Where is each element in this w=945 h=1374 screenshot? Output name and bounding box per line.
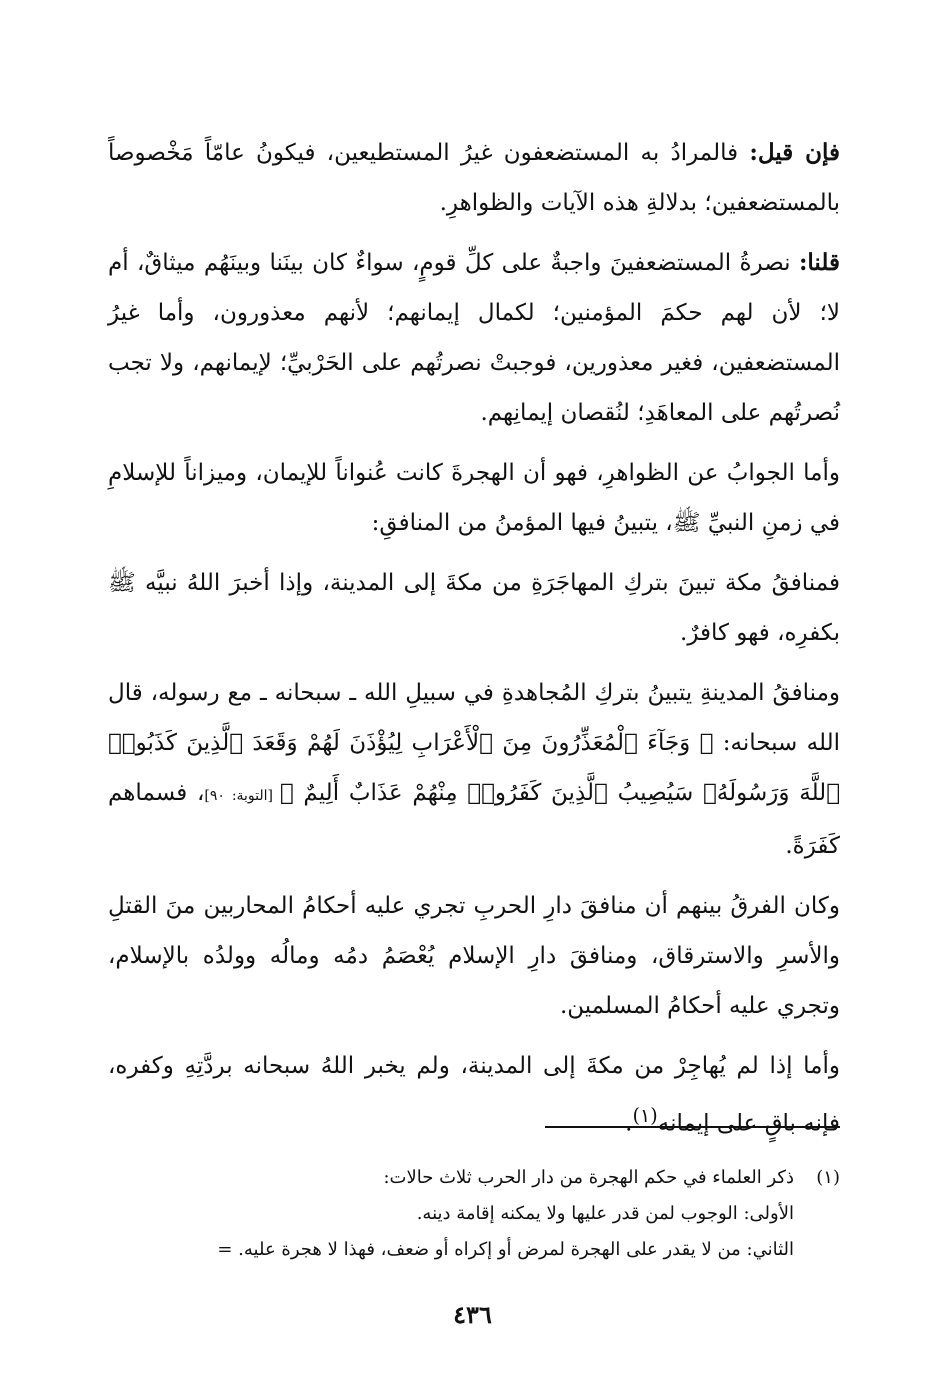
footnote-number: (١): [816, 1167, 840, 1188]
paragraph-2: [108, 238, 840, 438]
paragraph-text: نصرةُ المستضعفينَ واجبةٌ على كلِّ قومٍ، سواءٌ كان بينَنا وبينَهُم ميثاقٌ، أم لا؛ لأن لهم حكمَ المؤمنين؛ لكمال إيمانهم؛ لأنهم معذورون، وأما غيرُ المستضعفين، فغير معذورين، فوجبتْ نصرتُهم على الحَرْبيِّ؛ لإيمانهم، ولا تجب نُصرتُهم على المعاهَدِ؛ لنُقصان إيمانِهم.: [108, 250, 840, 426]
paragraph-text-after: ، فسماهم كَفَرَةً.: [108, 780, 840, 859]
paragraph-lead: فإن قيل:: [749, 139, 840, 166]
paragraph-3: [108, 448, 840, 548]
footnote-text: الثاني: من لا يقدر على الهجرة لمرض أو إكراه أو ضعف، فهذا لا هجرة عليه. =: [217, 1239, 794, 1260]
footnote-line: [108, 1232, 840, 1268]
footnote-text: ذكر العلماء في حكم الهجرة من دار الحرب ثلاث حالات:: [383, 1167, 794, 1188]
footnote-marker: (١): [632, 1104, 658, 1127]
paragraph-text: فالمرادُ به المستضعفون غيرُ المستطيعين، فيكونُ عامّاً مَخْصوصاً بالمستضعفين؛ بدلالةِ هذه الآيات والظواهرِ.: [108, 140, 840, 216]
paragraph-text-after: .: [625, 1110, 633, 1137]
footnote-text: الأولى: الوجوب لمن قدر عليها ولا يمكنه إقامة دينه.: [416, 1203, 794, 1224]
quran-verse: ﴿ وَجَآءَ ٱلْمُعَذِّرُونَ مِنَ ٱلْأَعْرَابِ لِيُؤْذَنَ لَهُمْ وَقَعَدَ ٱلَّذِينَ كَذَبُوا۟ ٱللَّهَ وَرَسُولَهُۥ سَيُصِيبُ ٱلَّذِينَ كَفَرُوا۟ مِنْهُمْ عَذَابٌ أَلِيمٌ ﴾: [108, 730, 840, 806]
page-number: ٤٣٦: [453, 1300, 492, 1329]
paragraph-5: [108, 668, 840, 871]
paragraph-text: وكان الفرقُ بينهم أن منافقَ دارِ الحربِ تجري عليه أحكامُ المحاربين منَ القتلِ والأسرِ والاسترقاق، ومنافقَ دارِ الإسلام يُعْصَمُ دمُه ومالُه وولدُه بالإسلام، وتجري عليه أحكامُ المسلمين.: [108, 893, 840, 1019]
paragraph-4: [108, 558, 840, 658]
footnote-divider: [545, 1126, 840, 1128]
footnote-line: [108, 1160, 840, 1196]
footnote-line: [108, 1196, 840, 1232]
paragraph-text: وأما الجوابُ عن الظواهرِ، فهو أن الهجرةَ كانت عُنواناً للإيمان، وميزاناً للإسلامِ في زمنِ النبيِّ ﷺ، يتبينُ فيها المؤمنُ من المنافقِ:: [108, 460, 840, 536]
paragraph-7: [108, 1041, 840, 1149]
verse-reference: [التوبة: ٩٠]: [204, 788, 280, 804]
paragraph-1: [108, 128, 840, 228]
paragraph-6: [108, 881, 840, 1031]
main-text: [108, 128, 840, 1159]
paragraph-text: وأما إذا لم يُهاجِرْ من مكةَ إلى المدينة، ولم يخبر اللهُ سبحانه بردَّتِهِ وكفره، فإنه باقٍ على إيمانه: [108, 1053, 840, 1137]
footnotes: [108, 1160, 840, 1268]
paragraph-lead: قلنا:: [798, 249, 840, 276]
paragraph-text: ومنافقُ المدينةِ يتبينُ بتركِ المُجاهدةِ في سبيلِ الله ـ سبحانه ـ مع رسوله، قال الله سبحانه:: [108, 680, 841, 756]
paragraph-text: فمنافقُ مكة تبينَ بتركِ المهاجَرَةِ من مكةَ إلى المدينة، وإذا أخبرَ اللهُ نبيَّه ﷺ بكفرِه، فهو كافرٌ.: [108, 570, 840, 646]
